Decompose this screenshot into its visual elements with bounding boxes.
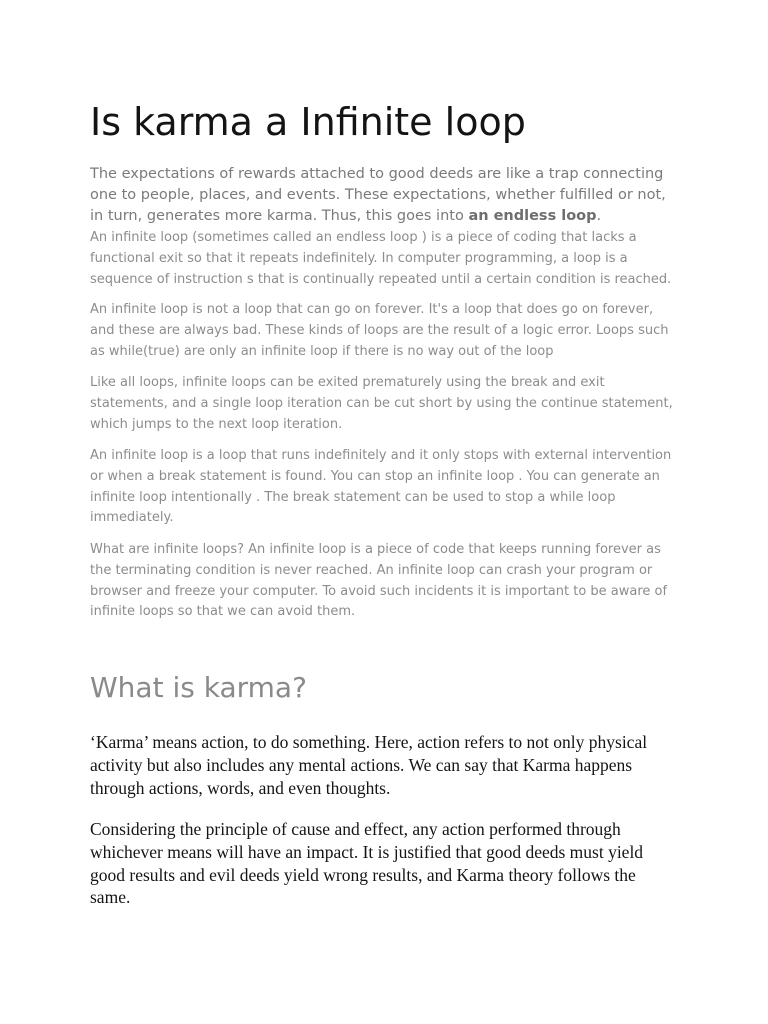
page-title: Is karma a Infinite loop [90, 100, 526, 144]
paragraph-break-exit: Like all loops, infinite loops can be exited prematurely using the break and exit statements, and a single loop iteration can be cut short by using the continue statement, which jumps to the next loop iteration. [90, 375, 673, 432]
karma-paragraph-cause-effect: Considering the principle of cause and effect, any action performed through whichever means will have an impact. It is justified that good deeds must yield good results and evil deeds yield wrong results, and Karma theory follows the same. [90, 819, 644, 908]
paragraph-definition: An infinite loop (sometimes called an endless loop ) is a piece of coding that lacks a functional exit so that it repeats indefinitely. In computer programming, a loop is a sequence of instruction s that is continually repeated until a certain condition is reached. [90, 230, 672, 287]
intro-text: The expectations of rewards attached to good deeds are like a trap connecting one to people, places, and events. These expectations, whether fulfilled or not, in turn, generates more karma. Thus, this goes into [90, 166, 666, 224]
intro-paragraph [90, 164, 680, 227]
intro-bold-phrase: an endless loop [468, 208, 597, 224]
paragraph-external-intervention: An infinite loop is a loop that runs indefinitely and it only stops with external intervention or when a break statement is found. You can stop an infinite loop . You can generate an infinite loop intentionally . The break statement can be used to stop a while loop immediately. [90, 448, 672, 526]
paragraph-what-are-infinite-loops: What are infinite loops? An infinite loop is a piece of code that keeps running forever as the terminating condition is never reached. An infinite loop can crash your program or browser and freeze your computer. To avoid such incidents it is important to be aware of infinite loops so that we can avoid them. [90, 542, 668, 620]
intro-end: . [596, 208, 602, 224]
karma-paragraph-meaning: ‘Karma’ means action, to do something. Here, action refers to not only physical activity but also includes any mental actions. We can say that Karma happens through actions, words, and even thoughts. [90, 732, 648, 798]
section-heading: What is karma? [90, 671, 307, 704]
paragraph-logic-error: An infinite loop is not a loop that can go on forever. It's a loop that does go on forever, and these are always bad. These kinds of loops are the result of a logic error. Loops such as while(true) are only an infinite loop if there is no way out of the loop [90, 302, 669, 359]
